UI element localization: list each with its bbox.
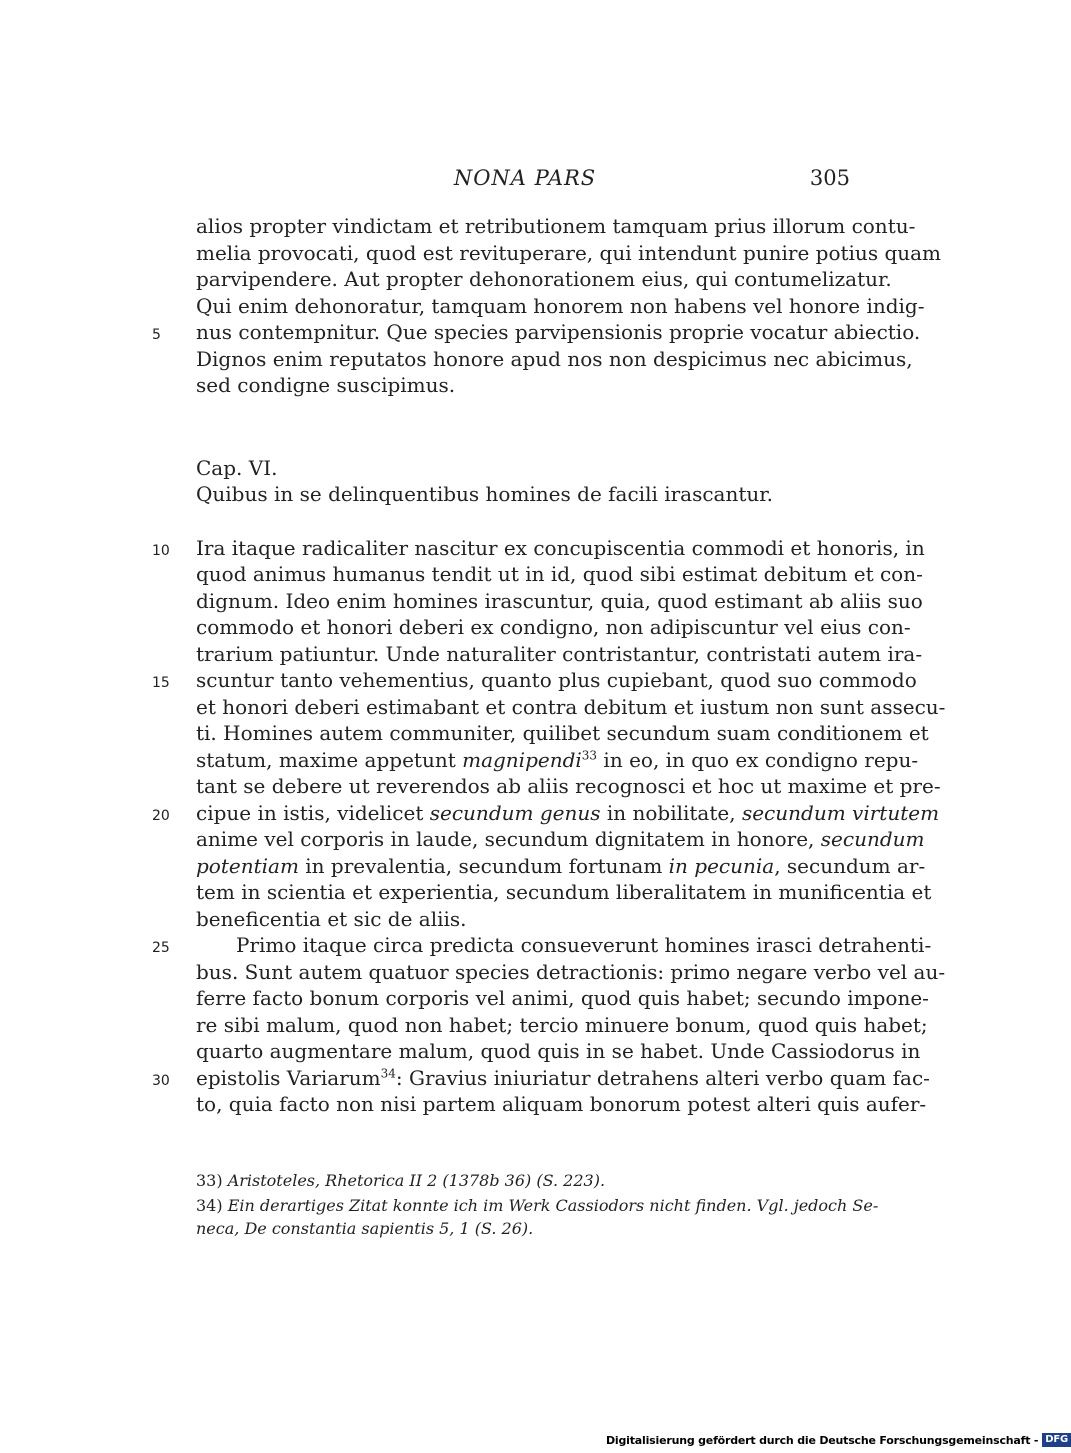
text-span: in nobilitate, — [600, 801, 742, 825]
text-line: dignum. Ideo enim homines irascuntur, quia, quod estimant ab aliis suo — [196, 589, 923, 613]
text-span: in eo, in quo ex condigno repu- — [597, 748, 919, 772]
text-line — [196, 1065, 930, 1092]
text-line: ti. Homines autem communiter, quilibet secundum suam conditionem et — [196, 721, 929, 745]
dfg-logo: DFG — [1042, 1433, 1071, 1447]
footnote-text: neca, De constantia sapientis 5, 1 (S. 26). — [196, 1219, 534, 1238]
text-line: nus contempnitur. Que species parvipensionis proprie vocatur abiectio. — [196, 320, 921, 344]
text-line: sed condigne suscipimus. — [196, 373, 456, 397]
text-line: et honori deberi estimabant et contra debitum et iustum non sunt assecu- — [196, 695, 946, 719]
italic-term: secundum genus — [429, 801, 601, 825]
italic-term: secundum — [820, 827, 925, 851]
text-line — [196, 800, 940, 827]
text-line: to, quia facto non nisi partem aliquam bonorum potest alteri quis aufer- — [196, 1092, 927, 1116]
line-number: 10 — [152, 543, 170, 559]
text-line — [196, 826, 925, 853]
footnote-number: 33) — [196, 1171, 223, 1190]
line-number: 15 — [152, 675, 170, 691]
text-span: : Gravius iniuriatur detrahens alteri verbo quam fac- — [395, 1066, 930, 1090]
text-line: bus. Sunt autem quatuor species detractionis: primo negare verbo vel au- — [196, 960, 946, 984]
text-span: in prevalentia, secundum fortunam — [298, 854, 669, 878]
text-line: ferre facto bonum corporis vel animi, quod quis habet; secundo impone- — [196, 986, 929, 1010]
footnote-34 — [196, 1195, 879, 1217]
text-line: Dignos enim reputatos honore apud nos non despicimus nec abicimus, — [196, 347, 913, 371]
digitization-credit — [606, 1431, 1071, 1449]
footnote-number: 34) — [196, 1196, 223, 1215]
footnote-text: Aristoteles, Rhetorica II 2 (1378b 36) (S. 223). — [227, 1171, 606, 1190]
text-line: tant se debere ut reverendos ab aliis recognosci et hoc ut maxime et pre- — [196, 774, 941, 798]
line-number: 20 — [152, 808, 170, 824]
line-number: 5 — [152, 327, 161, 343]
text-span: statum, maxime appetunt — [196, 748, 463, 772]
running-title: NONA PARS — [453, 166, 597, 190]
footnote-text: Ein derartiges Zitat konnte ich im Werk Cassiodors nicht finden. Vgl. jedoch Se- — [227, 1196, 879, 1215]
text-line: scuntur tanto vehementius, quanto plus cupiebant, quod suo commodo — [196, 668, 917, 692]
chapter-title: Quibus in se delinquentibus homines de facili irascantur. — [196, 482, 774, 506]
text-line: commodo et honori deberi ex condigno, non adipiscuntur vel eius con- — [196, 615, 911, 639]
italic-term: potentiam — [196, 854, 299, 878]
text-line: quarto augmentare malum, quod quis in se habet. Unde Cassiodorus in — [196, 1039, 921, 1063]
text-line: trarium patiuntur. Unde naturaliter contristantur, contristati autem ira- — [196, 642, 923, 666]
text-span: , secundum ar- — [774, 854, 926, 878]
text-line — [196, 853, 926, 880]
footnote-33 — [196, 1170, 850, 1192]
page-number: 305 — [809, 166, 850, 190]
text-line: beneficentia et sic de aliis. — [196, 907, 467, 931]
footnote-34-continuation — [196, 1218, 850, 1240]
text-line: Primo itaque circa predicta consueverunt homines irasci detrahenti- — [236, 933, 932, 957]
line-number: 30 — [152, 1073, 170, 1089]
text-line: tem in scientia et experientia, secundum liberalitatem in munificentia et — [196, 880, 932, 904]
footnote-ref-33[interactable]: 33 — [581, 748, 598, 763]
credit-text: Digitalisierung gefördert durch die Deutsche Forschungsgemeinschaft - — [606, 1433, 1039, 1447]
text-line: re sibi malum, quod non habet; tercio minuere bonum, quod quis habet; — [196, 1013, 928, 1037]
footnote-ref-34[interactable]: 34 — [380, 1066, 396, 1081]
italic-term: in pecunia — [668, 854, 775, 878]
text-line: parvipendere. Aut propter dehonorationem eius, qui contumelizatur. — [196, 267, 892, 291]
line-number: 25 — [152, 940, 170, 956]
chapter-number: Cap. VI. — [196, 456, 278, 480]
text-span: anime vel corporis in laude, secundum dignitatem in honore, — [196, 827, 821, 851]
text-line: Ira itaque radicaliter nascitur ex concupiscentia commodi et honoris, in — [196, 536, 925, 560]
text-line — [196, 747, 919, 774]
text-line: Qui enim dehonoratur, tamquam honorem non habens vel honore indig- — [196, 294, 925, 318]
italic-term: magnipendi — [462, 748, 582, 772]
text-span: cipue in istis, videlicet — [196, 801, 430, 825]
italic-term: secundum virtutem — [741, 801, 940, 825]
text-line: melia provocati, quod est revituperare, qui intendunt punire potius quam — [196, 241, 942, 265]
text-line: quod animus humanus tendit ut in id, quod sibi estimat debitum et con- — [196, 562, 923, 586]
text-span: epistolis Variarum — [196, 1066, 381, 1090]
text-line: alios propter vindictam et retributionem tamquam prius illorum contu- — [196, 214, 916, 238]
